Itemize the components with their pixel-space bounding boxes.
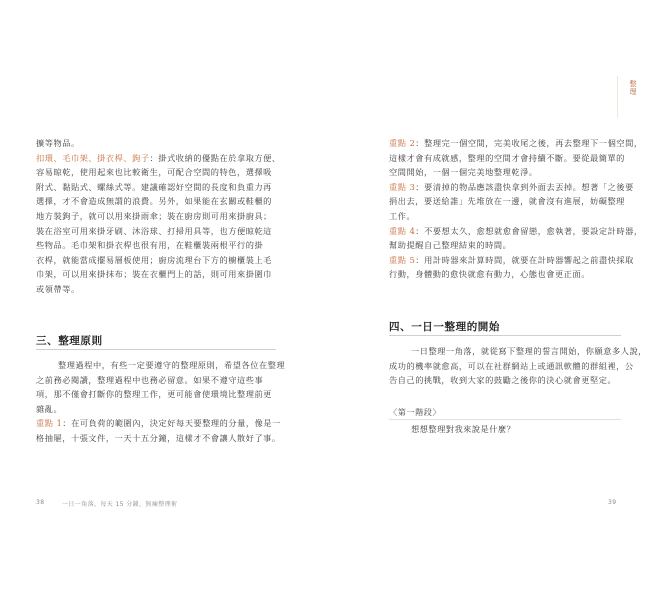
text-line	[389, 373, 625, 388]
text-line	[36, 224, 294, 239]
right-page-body-bottom	[389, 344, 647, 388]
line-text: 或領帶等。	[36, 283, 80, 294]
text-line	[389, 344, 647, 359]
text-line	[36, 209, 294, 224]
text-line	[389, 224, 643, 239]
key-point-label: 扣環、毛巾架、掛衣桿、鉤子	[36, 152, 150, 163]
line-text: 衣桿，就能當成擺易層板使用；廚房流理台下方的櫥櫃裝上毛	[36, 254, 272, 265]
right-heading-rule	[389, 335, 621, 336]
line-text: ：要清掉的物品應該盡快拿到外面去丟掉。想著「之後要	[415, 181, 634, 192]
stage-question: 想想整理對我來說是什麼？	[411, 424, 516, 434]
line-text: 格抽屜，十張文件，一天十五分鐘，這樣才不會讓人散好了事。	[36, 432, 281, 443]
right-section-heading: 四、一日一整理的開始	[389, 321, 500, 333]
text-line	[36, 431, 294, 446]
stage-rule	[389, 419, 621, 420]
line-text: 巾架，可以用來掛抹布；裝在衣櫃門上的話，則可用來掛圍巾	[36, 269, 272, 280]
line-text: 項，那不僅會打斷你的整理工作，更可能會使環境比整理前更	[36, 389, 272, 400]
text-line	[36, 373, 294, 388]
text-line	[36, 151, 294, 166]
text-line	[389, 253, 634, 268]
line-text: 擴等物品。	[36, 138, 80, 148]
line-text: 附式、黏貼式、螺絲式等。建議確認好空間的長度和負重力再	[36, 181, 272, 192]
right-page-number: 39	[608, 499, 617, 506]
line-text: 雜亂。	[36, 403, 63, 414]
line-text: 幫助提醒自己整理結束的時間。	[389, 240, 512, 251]
text-line	[389, 194, 625, 209]
line-text: ：在可負荷的範圍內，決定好每天要整理的分量，像是一	[62, 418, 281, 429]
line-text: 之前務必閱讀，整理過程中也務必留意。如果不遵守這些事	[36, 374, 264, 385]
stage-heading: 〈第一階段〉	[389, 407, 442, 417]
right-page	[327, 0, 655, 609]
line-text: 選擇，才不會造成無謂的浪費。另外，如果能在玄關或鞋櫃的	[36, 196, 272, 207]
right-page-body-top	[389, 136, 643, 282]
line-text: 告自己的挑戰，收到大家的鼓勵之後你的決心就會更堅定。	[389, 375, 617, 386]
running-title: 一日一角落，每天 15 分鐘，無痛整理術	[62, 501, 178, 508]
text-line	[36, 194, 294, 209]
text-line	[389, 267, 625, 282]
left-page-body-top	[36, 136, 294, 297]
text-line	[389, 151, 625, 166]
left-page-number: 38	[36, 499, 45, 506]
text-line	[389, 209, 625, 224]
line-text: 整理過程中，有些一定要遵守的整理原則，希望各位在整理	[58, 360, 286, 370]
key-point-label: 重點 2	[389, 138, 416, 148]
left-heading-rule	[36, 349, 276, 350]
line-text: 工作。	[389, 210, 416, 221]
text-line	[36, 267, 294, 282]
thumb-index-label: 整理	[629, 80, 637, 96]
text-line	[36, 253, 294, 268]
text-line	[389, 165, 625, 180]
line-text: 捐出去，要送給誰」先堆放在一邊，就會沒有進展，妨礙整理	[389, 196, 625, 207]
key-point-label: 重點 3	[389, 181, 416, 192]
line-text: ：不要想太久，愈想就愈會留戀，愈執著，要設定計時器，	[415, 225, 643, 236]
line-text: 容易晾乾，使用起來也比較衛生，可配合空間的特色，選擇吸	[36, 167, 272, 178]
line-text: 裝在浴室可用來掛牙刷、沐浴球、打掃用具等，也方便晾乾這	[36, 225, 272, 236]
key-point-label: 重點 4	[389, 225, 416, 236]
text-line	[36, 402, 294, 417]
key-point-label: 重點 5	[389, 254, 416, 265]
line-text: 這樣才會有成就感，整理的空間才會持續不斷。要從最簡單的	[389, 152, 625, 163]
line-text: ：掛式收納的優點在於拿取方便、	[149, 152, 281, 163]
line-text: 些物品。毛巾架和掛衣桿也很有用，在鞋櫃裝兩根平行的掛	[36, 240, 264, 251]
text-line	[389, 136, 643, 151]
text-line	[389, 359, 634, 374]
left-page-body-bottom	[36, 358, 294, 446]
text-line	[36, 416, 294, 431]
text-line	[389, 180, 634, 195]
left-page	[0, 0, 327, 609]
text-line	[36, 136, 294, 151]
text-line	[36, 238, 294, 253]
line-text: 地方裝鉤子，就可以用來掛雨傘；裝在廚房則可用來掛廚具；	[36, 210, 272, 221]
line-text: ：整理完一個空間，完美收尾之後，再去整理下一個空間，	[415, 138, 643, 148]
text-line	[36, 282, 294, 297]
text-line	[36, 387, 294, 402]
text-line	[36, 358, 294, 373]
left-section-heading: 三、整理原則	[36, 335, 103, 347]
line-text: 成功的機率就愈高，可以在社群網站上或通訊軟體的群組裡，公	[389, 360, 634, 371]
line-text: ：用計時器來計算時間，就要在計時器響起之前盡快採取	[415, 254, 634, 265]
line-text: 空間開始，一個一個完美地整理乾淨。	[389, 167, 538, 178]
text-line	[36, 165, 294, 180]
key-point-label: 重點 1	[36, 418, 63, 429]
line-text: 行動，身體動的愈快就愈有動力，心態也會更正面。	[389, 269, 590, 280]
text-line	[36, 180, 294, 195]
text-line	[389, 238, 625, 253]
line-text: 一日整理一角落，就從寫下整理的誓言開始，你願意多人說，	[411, 346, 647, 356]
